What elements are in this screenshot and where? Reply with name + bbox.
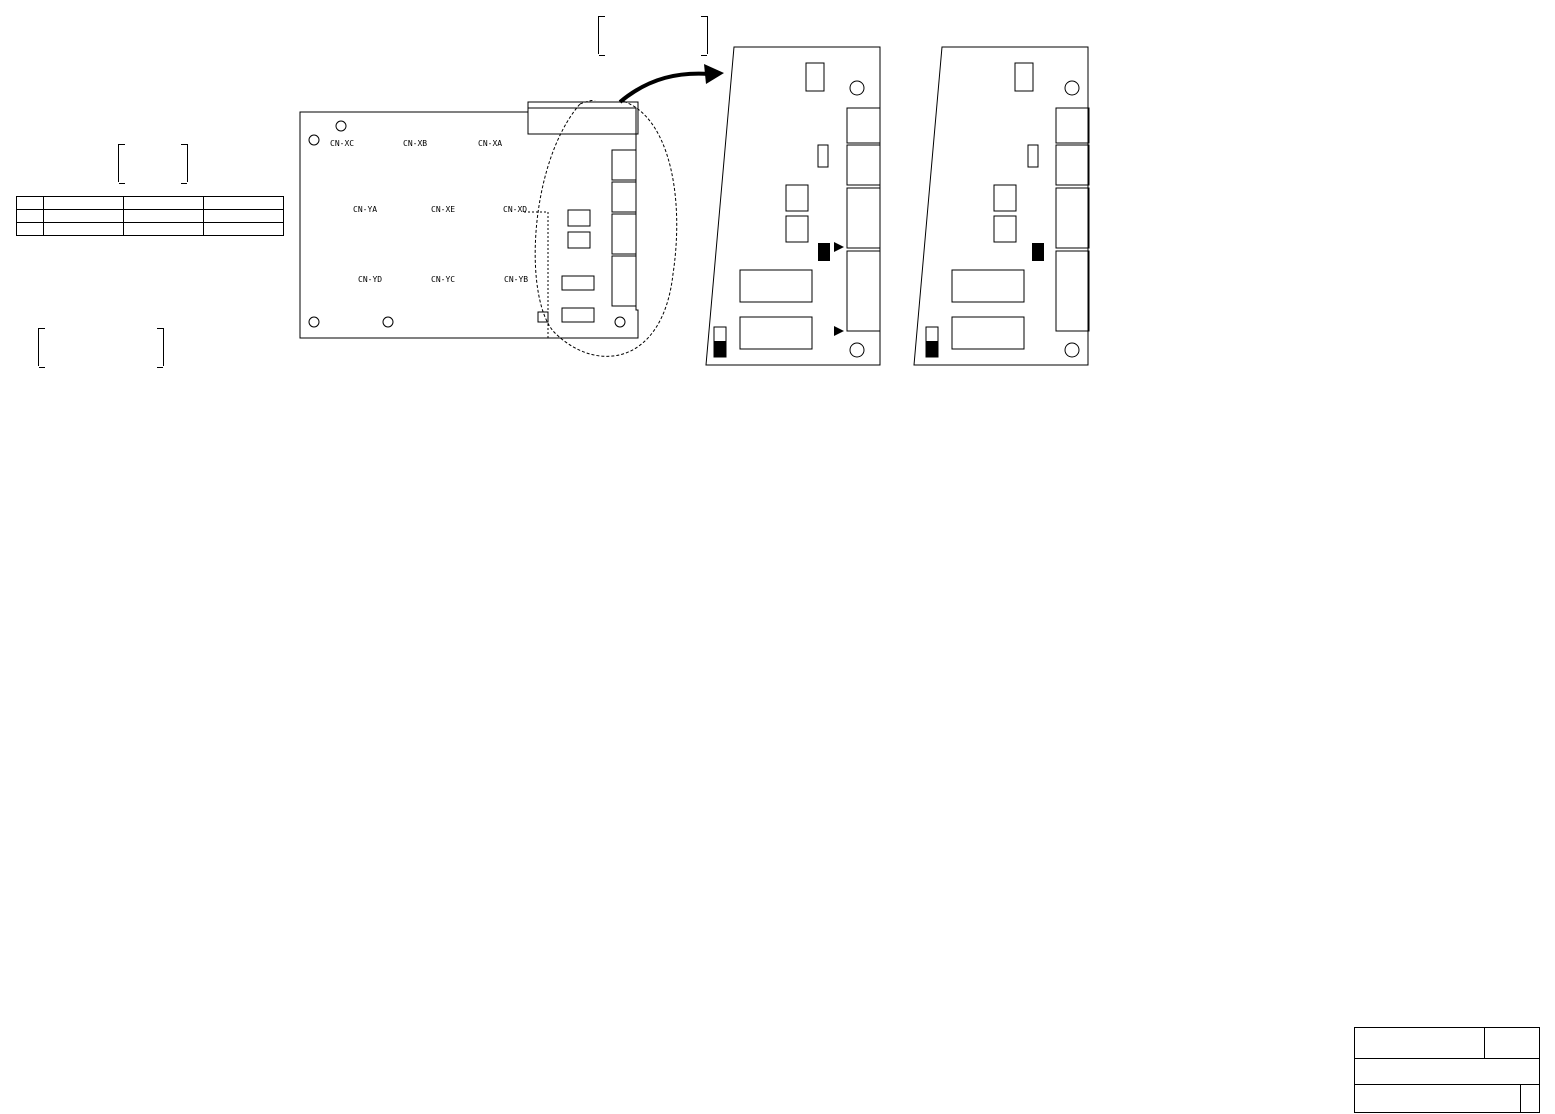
- label-cn-ya: CN-YA: [353, 205, 378, 214]
- fuse-label: [118, 144, 188, 182]
- fuse-col-maker: [204, 197, 284, 210]
- label-cn-yc: CN-YC: [431, 275, 456, 284]
- io-signal-label: [38, 328, 164, 366]
- label-cn-yd: CN-YD: [358, 275, 383, 284]
- fuse-row: [17, 210, 284, 223]
- fuse-table: [16, 196, 284, 236]
- fuse-row: [17, 223, 284, 236]
- fuse-col-type: [44, 197, 124, 210]
- label-cn-xc: CN-XC: [330, 139, 355, 148]
- main-board-diagram: [298, 100, 678, 360]
- label-cn-yb: CN-YB: [504, 275, 529, 284]
- board1-diagram: [704, 45, 884, 370]
- label-cn-xd: CN-XD: [503, 205, 528, 214]
- label-cn-xa: CN-XA: [478, 139, 503, 148]
- label-cn-xe: CN-XE: [431, 205, 456, 214]
- board2-diagram: [912, 45, 1092, 370]
- label-cn-xb: CN-XB: [403, 139, 428, 148]
- title-block: [1354, 1027, 1540, 1113]
- fuse-col-rating: [124, 197, 204, 210]
- fuse-label-jp: [119, 144, 187, 146]
- jumper-label: [598, 16, 708, 54]
